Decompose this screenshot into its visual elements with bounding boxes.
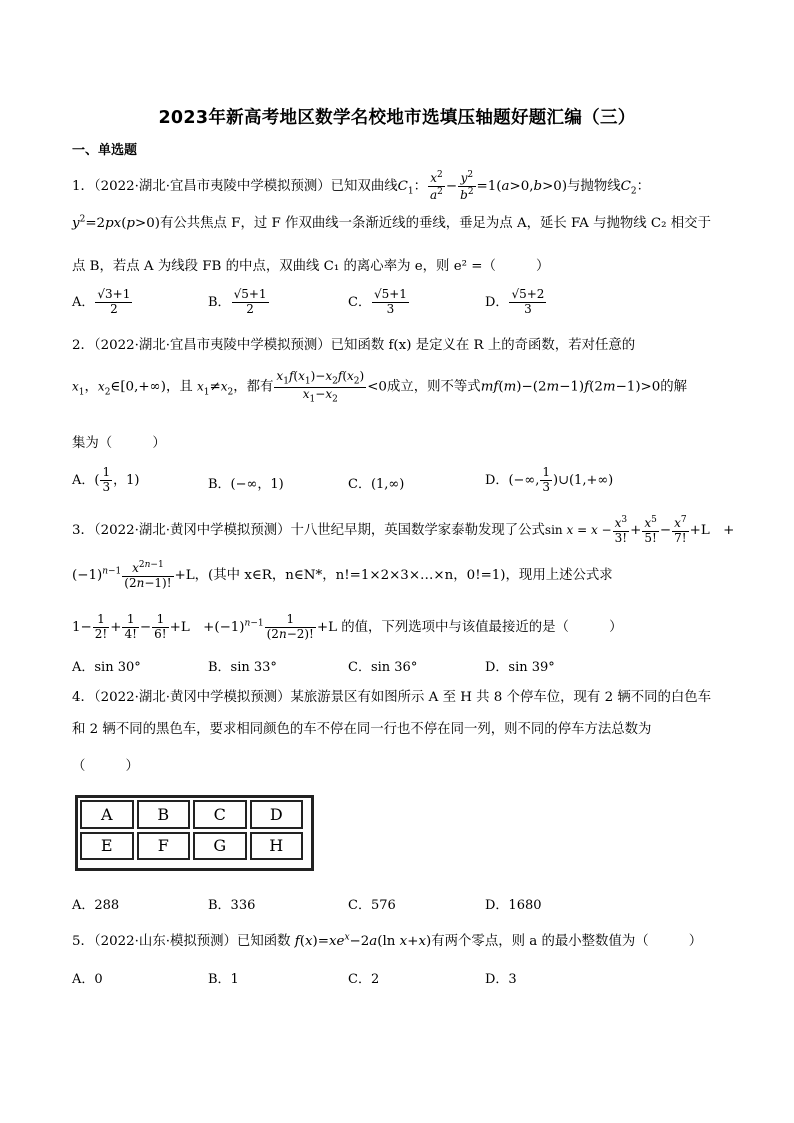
q2-option-b[interactable]: B．(−∞，1) — [208, 477, 284, 492]
question-1-line-2: $y^2=2px(p>0)$有公共焦点 F，过 F 作双曲线一条渐近线的垂线，垂足为点 A，延长 FA 与抛物线 C₂ 相交于 — [72, 214, 711, 231]
parking-grid — [75, 795, 314, 871]
question-2-line-2: $x_1$，$x_2\in[0,+\infty)$，且 $x_1\ne x_2$，都有 $\frac{x_1f(x_1)-x_2f(x_2)}{x_1-x_2}$ <0成立，则不等式mf(m)−(2m−1)f(2m−1)>0的解 — [72, 369, 688, 405]
q5-option-b[interactable]: B．1 — [208, 972, 239, 987]
q1-option-c[interactable]: C． $\frac{√5+1}{3}$ — [348, 287, 407, 316]
grid-cell: C — [193, 800, 247, 829]
q4-option-b[interactable]: B．336 — [208, 898, 256, 913]
question-3-line-1: 3．（2022·湖北·黄冈中学模拟预测）十八世纪早期，英国数学家泰勒发现了公式sin x = x − $\frac{x^3}{3!}$ + $\frac{x^5}{5!}$ − $\frac{x^7}{7!}$ +L + — [72, 515, 735, 545]
grid-cell: F — [137, 832, 191, 861]
question-2-line-1: 2．（2022·湖北·宜昌市夷陵中学模拟预测）已知函数 f(x) 是定义在 R 上的奇函数，若对任意的 — [72, 338, 636, 353]
q3-option-c[interactable]: C．sin 36° — [348, 660, 418, 675]
question-4-line-3: （ ） — [72, 759, 139, 774]
grid-cell: G — [193, 832, 247, 861]
grid-cell: B — [137, 800, 191, 829]
question-3-line-2: $(-1)^{n-1}$ $\frac{x^{2n-1}}{(2n-1)!}$ +L，(其中 x∈R，n∈N*，n!=1×2×3×…×n，0!=1)，现用上述公式求 — [72, 560, 613, 590]
grid-row — [80, 800, 303, 829]
q4-option-a[interactable]: A．288 — [72, 898, 120, 913]
q3-option-a[interactable]: A．sin 30° — [72, 660, 141, 675]
q5-option-c[interactable]: C．2 — [348, 972, 380, 987]
grid-cell: E — [80, 832, 134, 861]
q4-option-d[interactable]: D．1680 — [485, 898, 542, 913]
q5-option-a[interactable]: A．0 — [72, 972, 103, 987]
q3-option-b[interactable]: B．sin 33° — [208, 660, 277, 675]
q3-option-d[interactable]: D．sin 39° — [485, 660, 555, 675]
q1-option-d[interactable]: D． $\frac{√5+2}{3}$ — [485, 287, 545, 316]
grid-cell: D — [250, 800, 304, 829]
q2-option-d[interactable]: D．(−∞, $\frac{1}{3}$ )∪(1,+∞) — [485, 465, 614, 494]
question-3-line-3: 1− $\frac{1}{2!}$ + $\frac{1}{4!}$ − $\frac{1}{6!}$ +L $+(-1)^{n-1}$ $\frac{1}{(2n-2)!}$ +L 的值，下列选项中与该值最接近的是（ ） — [72, 612, 623, 641]
grid-cell: A — [80, 800, 134, 829]
question-2-line-3: 集为（ ） — [72, 436, 166, 451]
q4-option-c[interactable]: C．576 — [348, 898, 396, 913]
grid-row — [80, 832, 303, 861]
question-4-line-2: 和 2 辆不同的黑色车，要求相同颜色的车不停在同一行也不停在同一列，则不同的停车方法总数为 — [72, 722, 652, 737]
question-1-line-3: 点 B，若点 A 为线段 FB 的中点，双曲线 C₁ 的离心率为 e，则 e² =（ ） — [72, 259, 550, 274]
q2-option-a[interactable]: A．( $\frac{1}{3}$ ，1) — [72, 465, 140, 494]
page-title: 2023年新高考地区数学名校地市选填压轴题好题汇编（三） — [158, 108, 636, 128]
q5-option-d[interactable]: D．3 — [485, 972, 517, 987]
question-4-line-1: 4．（2022·湖北·黄冈中学模拟预测）某旅游景区有如图所示 A 至 H 共 8 个停车位，现有 2 辆不同的白色车 — [72, 690, 712, 705]
q1-option-a[interactable]: A． $\frac{√3+1}{2}$ — [72, 287, 131, 316]
question-1-line-1: 1．（2022·湖北·宜昌市夷陵中学模拟预测）已知双曲线$C_1$： $\frac{x^2}{a^2}$ − $\frac{y^2}{b^2}$ =1(a>0,b>0)与抛物线$C_2$： — [72, 170, 650, 202]
grid-cell: H — [250, 832, 304, 861]
q1-option-b[interactable]: B． $\frac{√5+1}{2}$ — [208, 287, 267, 316]
q2-option-c[interactable]: C．(1,∞) — [348, 477, 405, 492]
section-heading: 一、单选题 — [72, 143, 138, 158]
question-5-line-1: 5．（2022·山东·模拟预测）已知函数 $f(x)=xe^x-2a(\ln$ x+x)有两个零点，则 a 的最小整数值为（ ） — [72, 932, 703, 949]
